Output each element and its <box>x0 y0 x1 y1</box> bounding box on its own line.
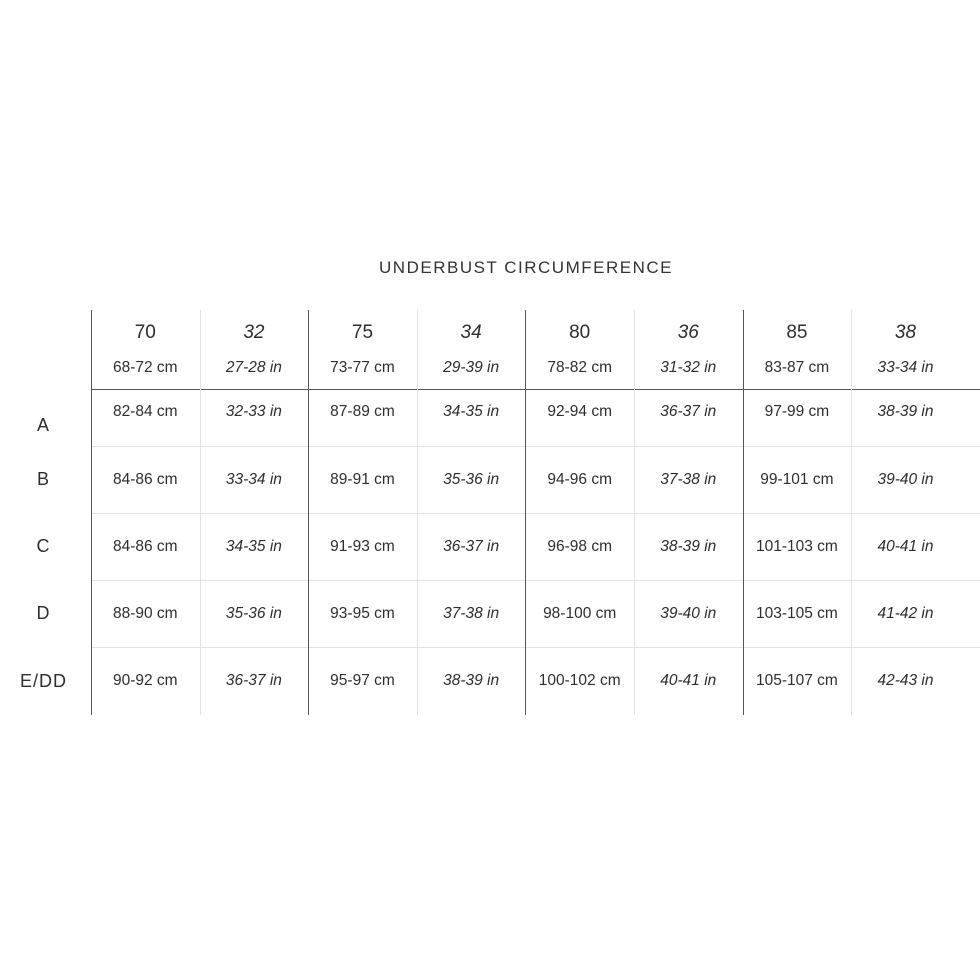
bust-measurement-cell: 87-89 cm <box>330 402 395 420</box>
bust-measurement-cell: 91-93 cm <box>330 537 395 555</box>
bust-measurement-cell: 38-39 in <box>877 402 934 420</box>
bust-measurement-cell: 94-96 cm <box>547 470 612 488</box>
cup-size-label: D <box>36 603 51 623</box>
bust-measurement-cell: 84-86 cm <box>112 470 178 488</box>
bust-measurement-cell: 105-107 cm <box>755 672 838 689</box>
bust-measurement-cell: 33-34 in <box>225 470 282 488</box>
underbust-range-header: 68-72 cm <box>112 359 178 376</box>
band-size-header: 80 <box>569 322 591 343</box>
cup-size-label: E/DD <box>19 670 67 691</box>
band-size-header: 70 <box>134 322 156 343</box>
underbust-range-header: 31-32 in <box>660 359 717 376</box>
bust-measurement-cell: 34-35 in <box>443 402 500 420</box>
underbust-range-header: 29-39 in <box>443 359 500 376</box>
bust-measurement-cell: 42-43 in <box>877 672 934 689</box>
bust-measurement-cell: 38-39 in <box>443 672 500 689</box>
bust-measurement-cell: 101-103 cm <box>755 537 838 555</box>
bust-measurement-cell: 36-37 in <box>443 537 500 555</box>
bust-measurement-cell: 40-41 in <box>660 672 717 689</box>
bust-measurement-cell: 97-99 cm <box>764 402 830 420</box>
bust-measurement-cell: 93-95 cm <box>330 604 395 622</box>
bust-measurement-cell: 89-91 cm <box>330 470 395 488</box>
bust-measurement-cell: 35-36 in <box>443 470 500 488</box>
band-size-header: 32 <box>243 322 265 343</box>
cup-size-label: A <box>36 415 50 435</box>
underbust-range-header: 78-82 cm <box>547 359 612 376</box>
underbust-range-header: 73-77 cm <box>330 359 395 376</box>
bust-measurement-cell: 84-86 cm <box>112 537 178 555</box>
bust-measurement-cell: 38-39 in <box>660 537 717 555</box>
bust-measurement-cell: 32-33 in <box>225 402 282 420</box>
bust-measurement-cell: 100-102 cm <box>538 672 621 689</box>
band-size-header: 36 <box>677 322 699 343</box>
bust-measurement-cell: 88-90 cm <box>112 604 178 622</box>
cup-size-label: B <box>36 469 50 489</box>
bust-measurement-cell: 39-40 in <box>877 470 934 488</box>
cup-size-label: C <box>36 536 51 556</box>
bust-measurement-cell: 39-40 in <box>660 604 717 622</box>
band-size-header: 85 <box>786 322 808 343</box>
underbust-range-header: 83-87 cm <box>764 359 830 376</box>
bust-measurement-cell: 82-84 cm <box>112 402 178 420</box>
bust-measurement-cell: 40-41 in <box>877 537 934 555</box>
band-size-header: 34 <box>460 322 482 343</box>
bust-measurement-cell: 98-100 cm <box>543 604 617 622</box>
bust-measurement-cell: 37-38 in <box>660 470 717 488</box>
band-size-header: 38 <box>894 322 917 343</box>
table-title: UNDERBUST CIRCUMFERENCE <box>379 258 673 277</box>
underbust-range-header: 27-28 in <box>225 359 282 376</box>
underbust-range-header: 33-34 in <box>877 359 934 376</box>
bust-measurement-cell: 99-101 cm <box>760 470 834 488</box>
bust-measurement-cell: 35-36 in <box>225 604 282 622</box>
band-size-header: 75 <box>351 322 374 343</box>
bust-measurement-cell: 96-98 cm <box>547 537 612 555</box>
bust-measurement-cell: 34-35 in <box>225 537 282 555</box>
bust-measurement-cell: 41-42 in <box>877 604 934 622</box>
bust-measurement-cell: 36-37 in <box>225 672 282 689</box>
bust-measurement-cell: 37-38 in <box>443 604 500 622</box>
bust-measurement-cell: 92-94 cm <box>547 402 612 420</box>
bust-measurement-cell: 103-105 cm <box>755 604 838 622</box>
bust-measurement-cell: 95-97 cm <box>330 672 395 689</box>
bust-measurement-cell: 36-37 in <box>660 402 717 420</box>
bust-measurement-cell: 90-92 cm <box>112 672 178 689</box>
